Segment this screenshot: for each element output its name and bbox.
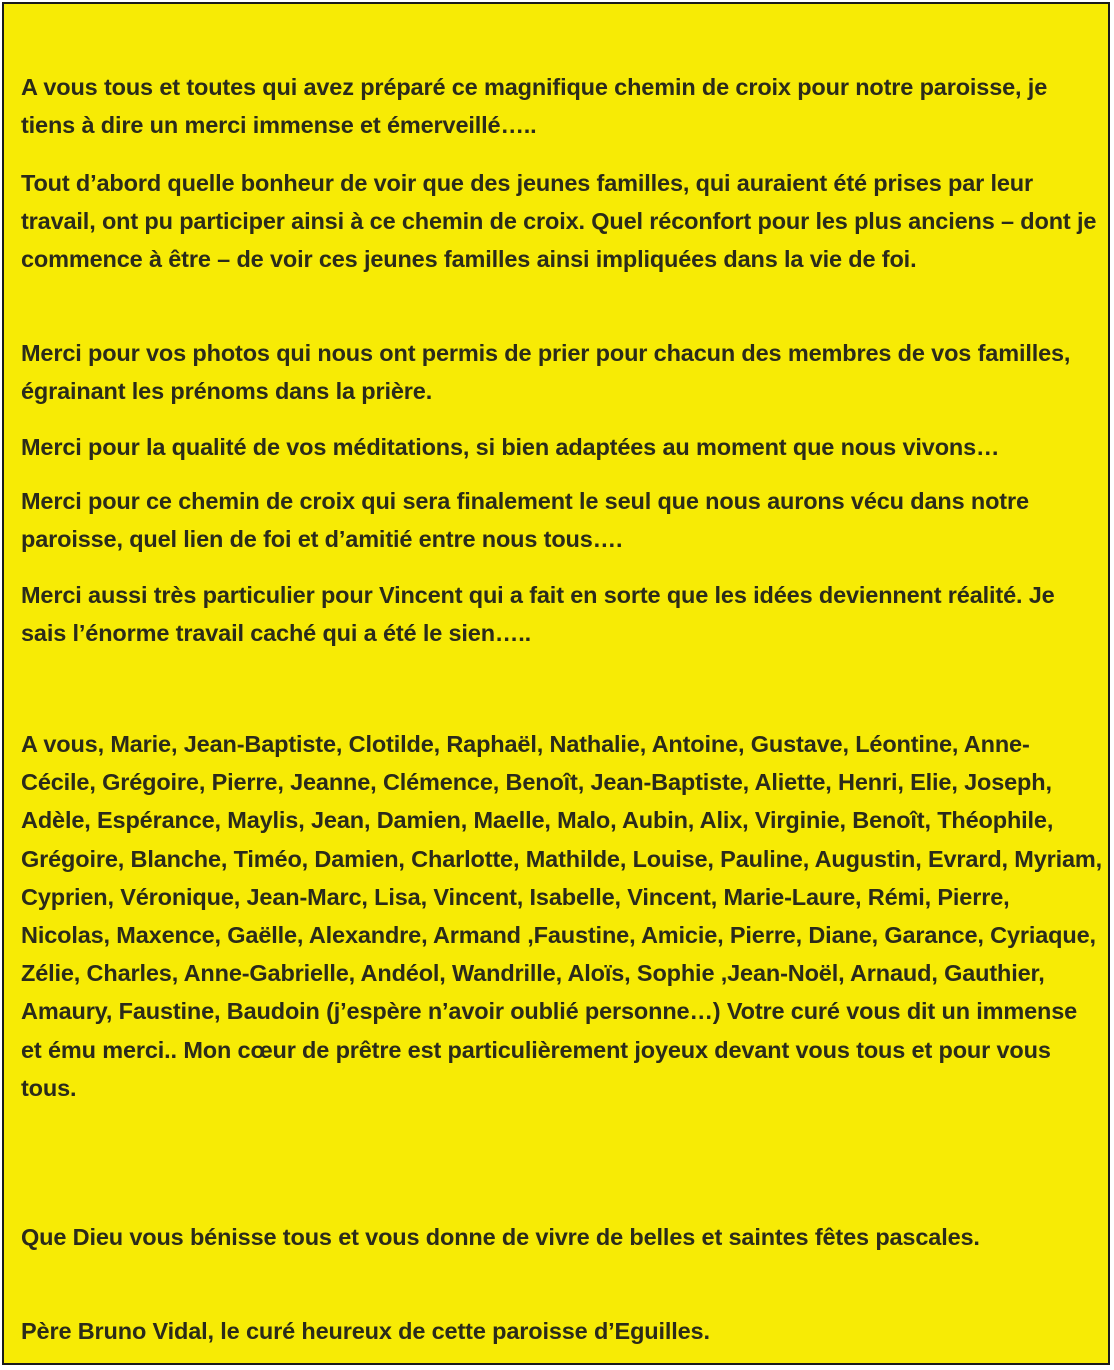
paragraph-photos: Merci pour vos photos qui nous ont permis de prier pour chacun des membres de vos familles, égrainant les prénoms dans la prière. — [21, 340, 1071, 405]
paragraph-meditations: Merci pour la qualité de vos méditations, si bien adaptées au moment que nous vivons… — [21, 434, 1000, 460]
letter-frame — [2, 2, 1110, 1365]
paragraph-vincent: Merci aussi très particulier pour Vincent qui a fait en sorte que les idées deviennent réalité. Je sais l’énorme travail caché qui a été le sien….. — [21, 582, 1055, 647]
paragraph-names-list: A vous, Marie, Jean-Baptiste, Clotilde, Raphaël, Nathalie, Antoine, Gustave, Léontine, Anne-Cécile, Grégoire, Pierre, Jeanne, Clémence, Benoît, Jean-Baptiste, Aliette, Henri, Elie, Joseph, Adèle, Espérance, Maylis, Jean, Damien, Maelle, Malo, Aubin, Alix, Virginie, Benoît, Théophile, Grégoire, Blanche, Timéo, Damien, Charlotte, Mathilde, Louise, Pauline, Augustin, Evrard, Myriam, Cyprien, Véronique, Jean-Marc, Lisa, Vincent, Isabelle, Vincent, Marie-Laure, Rémi, Pierre, Nicolas, Maxence, Gaëlle, Alexandre, Armand ,Faustine, Amicie, Pierre, Diane, Garance, Cyriaque, Zélie, Charles, Anne-Gabrielle, Andéol, Wandrille, Aloïs, Sophie ,Jean-Noël, Arnaud, Gauthier, Amaury, Faustine, Baudoin (j’espère n’avoir oublié personne…) Votre curé vous dit un immense et ému merci.. Mon cœur de prêtre est particulièrement joyeux devant vous tous et pour vous tous. — [21, 731, 1103, 1101]
paragraph-way-of-cross: Merci pour ce chemin de croix qui sera finalement le seul que nous aurons vécu dans notre paroisse, quel lien de foi et d’amitié entre nous tous…. — [21, 488, 1029, 553]
signature-line: Père Bruno Vidal, le curé heureux de cette paroisse d’Eguilles. — [21, 1318, 710, 1344]
paragraph-young-families: Tout d’abord quelle bonheur de voir que des jeunes familles, qui auraient été prises par leur travail, ont pu participer ainsi à ce chemin de croix. Quel réconfort pour les plus anciens – dont je commence à être – de voir ces jeunes familles ainsi impliquées dans la vie de foi. — [21, 170, 1097, 273]
paragraph-thanks-intro: A vous tous et toutes qui avez préparé ce magnifique chemin de croix pour notre paroisse, je tiens à dire un merci immense et émerveillé….. — [21, 74, 1048, 139]
paragraph-blessing: Que Dieu vous bénisse tous et vous donne de vivre de belles et saintes fêtes pascales. — [21, 1224, 980, 1250]
